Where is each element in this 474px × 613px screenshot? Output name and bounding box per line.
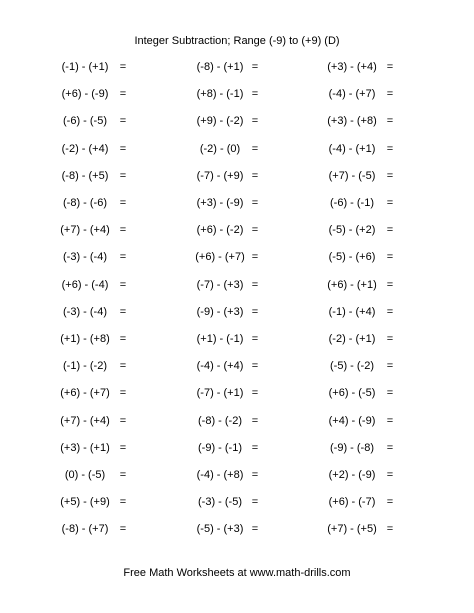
problem-row [0, 332, 474, 346]
problem-expression: (+9) - (-2) [196, 115, 244, 128]
problem-expression: (0) - (-5) [64, 469, 106, 481]
problem-expression: (-5) - (+3) [196, 523, 244, 536]
problem-expression: (+6) - (-2) [196, 224, 244, 237]
equals-sign: = [119, 115, 127, 128]
equals-sign: = [119, 169, 127, 182]
equals-sign: = [119, 523, 127, 536]
problem-row [0, 196, 474, 210]
equals-sign: = [119, 251, 127, 264]
problem-expression: (-8) - (+1) [196, 61, 244, 73]
equals-sign: = [386, 414, 394, 427]
problem-expression: (+6) - (-9) [61, 88, 109, 101]
problem-row [0, 386, 474, 400]
problem-expression: (-5) - (+6) [328, 251, 376, 264]
equals-sign: = [119, 333, 127, 345]
equals-sign: = [386, 224, 394, 237]
equals-sign: = [386, 197, 394, 209]
problem-expression: (-5) - (-2) [330, 360, 374, 373]
equals-sign: = [251, 142, 259, 155]
problem-expression: (+6) - (+7) [195, 251, 245, 264]
equals-sign: = [119, 441, 127, 454]
problem-expression: (-4) - (+1) [328, 142, 376, 155]
problem-expression: (+7) - (+4) [60, 224, 110, 237]
problem-expression: (-6) - (-1) [330, 197, 374, 209]
equals-sign: = [119, 360, 127, 373]
problem-expression: (+7) - (-5) [328, 169, 376, 182]
problem-expression: (+3) - (+4) [327, 61, 377, 73]
problem-expression: (-6) - (-5) [63, 115, 107, 128]
equals-sign: = [386, 115, 394, 128]
problem-expression: (+6) - (-7) [328, 496, 376, 509]
equals-sign: = [251, 197, 259, 209]
equals-sign: = [119, 61, 127, 73]
equals-sign: = [386, 496, 394, 509]
problem-expression: (+3) - (+8) [327, 115, 377, 128]
problem-row [0, 114, 474, 128]
equals-sign: = [251, 305, 259, 318]
equals-sign: = [386, 169, 394, 182]
equals-sign: = [386, 305, 394, 318]
equals-sign: = [251, 88, 259, 101]
worksheet-title: Integer Subtraction; Range (-9) to (+9) (D) [134, 35, 340, 47]
problem-expression: (-9) - (+3) [196, 305, 244, 318]
problem-row [0, 468, 474, 482]
equals-sign: = [386, 360, 394, 373]
equals-sign: = [251, 224, 259, 237]
problem-expression: (-4) - (+8) [196, 469, 244, 481]
problem-expression: (+4) - (-9) [328, 414, 376, 427]
problem-expression: (-8) - (-6) [63, 197, 107, 209]
problem-expression: (+6) - (-5) [328, 387, 376, 400]
problem-row [0, 223, 474, 237]
equals-sign: = [386, 387, 394, 400]
equals-sign: = [251, 61, 259, 73]
equals-sign: = [251, 278, 259, 291]
problem-expression: (-2) - (+1) [328, 333, 376, 345]
equals-sign: = [251, 523, 259, 536]
equals-sign: = [119, 414, 127, 427]
equals-sign: = [386, 251, 394, 264]
problem-expression: (+8) - (-1) [196, 88, 244, 101]
problem-expression: (-2) - (0) [199, 142, 241, 155]
equals-sign: = [251, 496, 259, 509]
equals-sign: = [119, 197, 127, 209]
worksheet-footer: Free Math Worksheets at www.math-drills.com [123, 567, 351, 579]
equals-sign: = [251, 387, 259, 400]
problem-expression: (+7) - (+5) [327, 523, 377, 536]
problem-expression: (-4) - (+7) [328, 88, 376, 101]
problem-expression: (-9) - (-8) [330, 441, 374, 454]
problem-expression: (-8) - (+7) [61, 523, 109, 536]
problem-row [0, 60, 474, 74]
problem-row [0, 441, 474, 455]
equals-sign: = [119, 142, 127, 155]
problem-expression: (+3) - (+1) [60, 441, 110, 454]
problem-row [0, 278, 474, 292]
equals-sign: = [251, 169, 259, 182]
problem-expression: (+7) - (+4) [60, 414, 110, 427]
problem-expression: (-1) - (+4) [328, 305, 376, 318]
equals-sign: = [119, 496, 127, 509]
problem-row [0, 169, 474, 183]
equals-sign: = [251, 115, 259, 128]
equals-sign: = [386, 523, 394, 536]
equals-sign: = [386, 278, 394, 291]
equals-sign: = [119, 387, 127, 400]
equals-sign: = [119, 305, 127, 318]
equals-sign: = [119, 224, 127, 237]
problem-expression: (-5) - (+2) [328, 224, 376, 237]
problem-expression: (+3) - (-9) [196, 197, 244, 209]
equals-sign: = [386, 333, 394, 345]
problem-expression: (-1) - (+1) [61, 61, 109, 73]
equals-sign: = [386, 142, 394, 155]
problem-row [0, 250, 474, 264]
problem-row [0, 305, 474, 319]
problem-row [0, 522, 474, 536]
equals-sign: = [251, 251, 259, 264]
problem-expression: (-1) - (-2) [63, 360, 107, 373]
problem-expression: (-8) - (-2) [198, 414, 242, 427]
problem-expression: (+2) - (-9) [328, 469, 376, 481]
equals-sign: = [386, 61, 394, 73]
problem-expression: (+6) - (+1) [327, 278, 377, 291]
problem-row [0, 87, 474, 101]
problem-expression: (-3) - (-4) [63, 305, 107, 318]
equals-sign: = [386, 88, 394, 101]
equals-sign: = [119, 88, 127, 101]
equals-sign: = [119, 278, 127, 291]
problem-expression: (+1) - (+8) [60, 333, 110, 345]
problem-expression: (-7) - (+3) [196, 278, 244, 291]
problem-row [0, 495, 474, 509]
problem-expression: (-7) - (+1) [196, 387, 244, 400]
problem-expression: (-9) - (-1) [198, 441, 242, 454]
problem-expression: (-3) - (-5) [198, 496, 242, 509]
problem-expression: (-4) - (+4) [196, 360, 244, 373]
problem-expression: (+6) - (-4) [61, 278, 109, 291]
problem-row [0, 414, 474, 428]
equals-sign: = [251, 360, 259, 373]
problem-row [0, 142, 474, 156]
problem-expression: (+1) - (-1) [196, 333, 244, 345]
problem-expression: (-3) - (-4) [63, 251, 107, 264]
problem-expression: (+5) - (+9) [60, 496, 110, 509]
problem-expression: (-2) - (+4) [61, 142, 109, 155]
equals-sign: = [251, 441, 259, 454]
problem-expression: (-8) - (+5) [61, 169, 109, 182]
equals-sign: = [251, 333, 259, 345]
equals-sign: = [251, 469, 259, 481]
problem-expression: (+6) - (+7) [60, 387, 110, 400]
equals-sign: = [386, 441, 394, 454]
equals-sign: = [386, 469, 394, 481]
equals-sign: = [251, 414, 259, 427]
equals-sign: = [119, 469, 127, 481]
problem-expression: (-7) - (+9) [196, 169, 244, 182]
problem-row [0, 359, 474, 373]
